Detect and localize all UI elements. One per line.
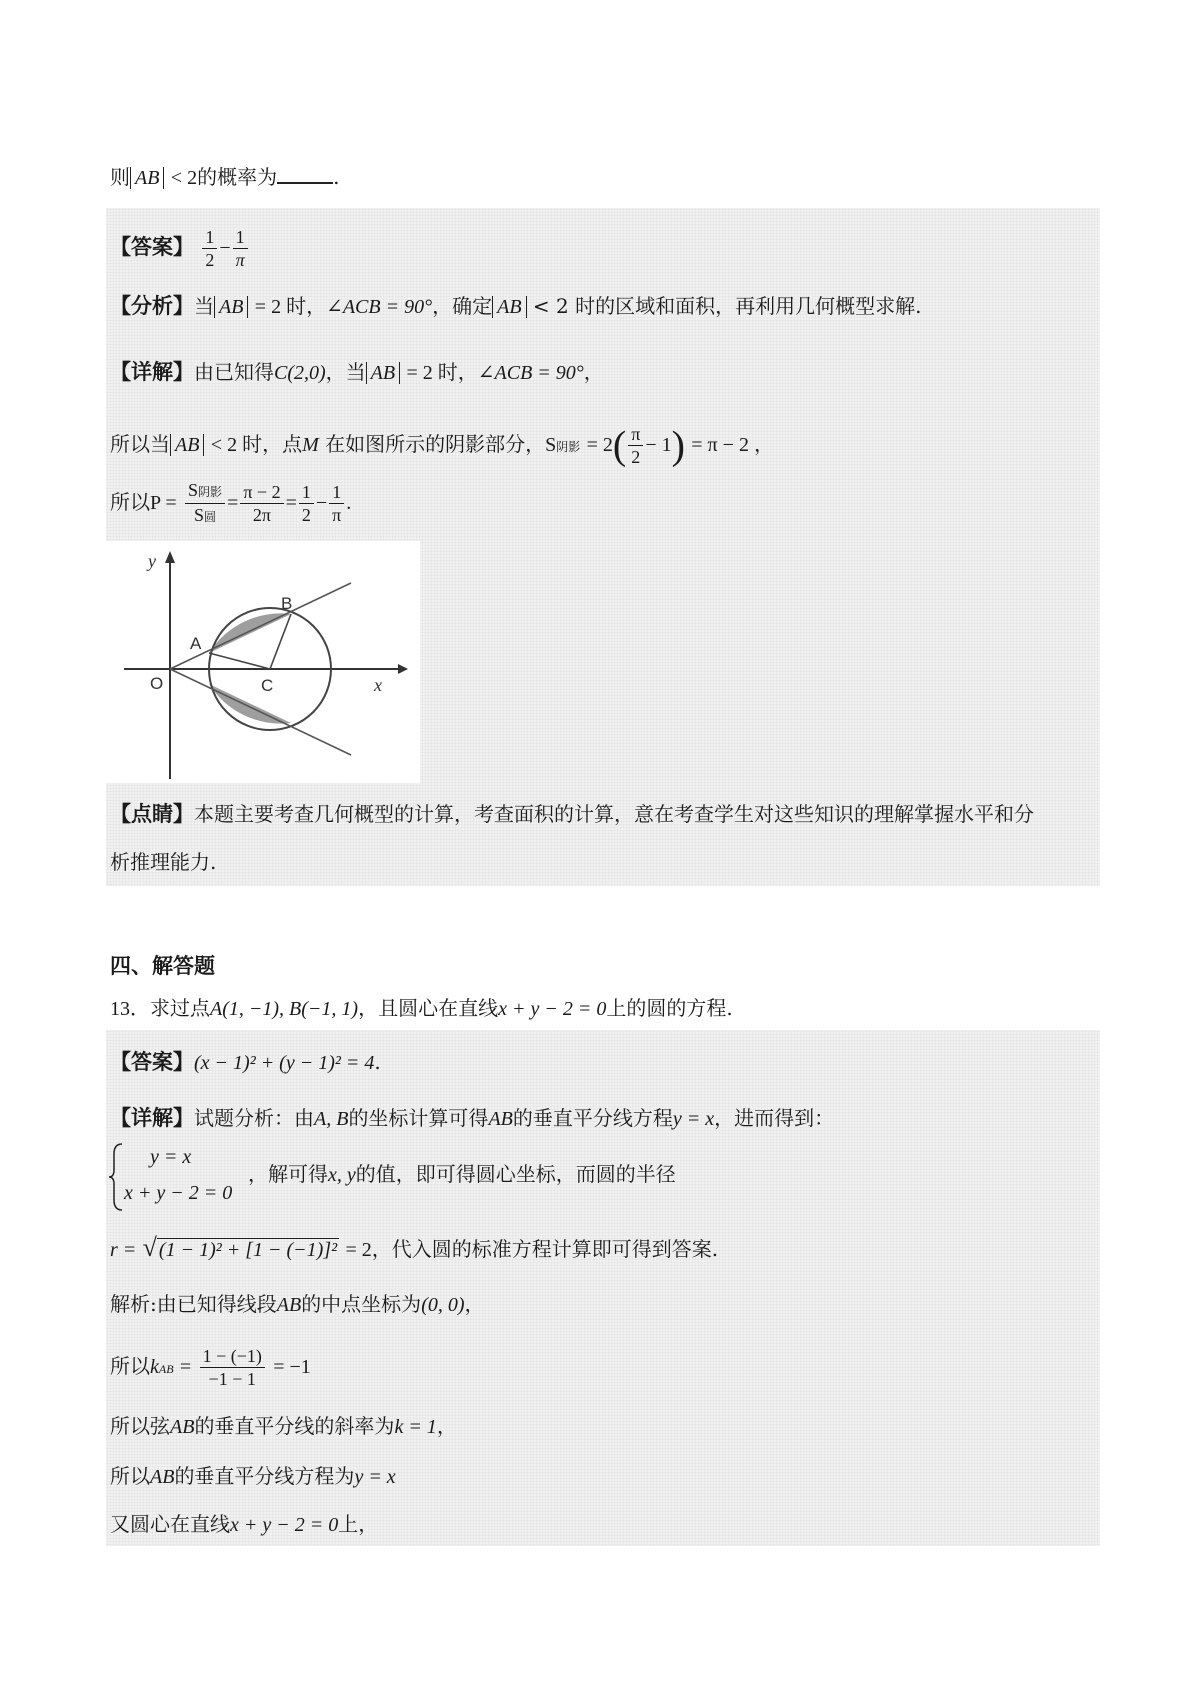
geometry-figure (106, 541, 420, 783)
q13-radius-line: r = √ (1 − 1)² + [1 − (−1)]² = 2，代入圆的标准方程计算即可得到答案. (110, 1233, 719, 1262)
q13-solution-line3: 所以弦AB的垂直平分线的斜率为k = 1， (110, 1414, 457, 1438)
q13-solution-line5: 又圆心在直线x + y − 2 = 0上， (110, 1512, 379, 1536)
q13-detail-line1: 【详解】试题分析：由A, B的坐标计算可得AB的垂直平分线方程y = x，进而得到： (110, 1105, 835, 1130)
q13-detail-line2: ，解可得x, y的值，即可得圆心坐标，而圆的半径 (248, 1162, 676, 1186)
label-y: y (148, 551, 156, 571)
answer-blank (277, 162, 333, 184)
label-b: B (281, 594, 293, 613)
section-title: 四、解答题 (110, 953, 215, 978)
system-eq-2: x + y − 2 = 0 (124, 1182, 233, 1204)
label-a: A (190, 634, 202, 653)
label-x: x (374, 675, 382, 695)
q12-analysis: 【分析】当 AB = 2 时，∠ACB = 90°，确定 AB < 2 时的区域和面积，再利用几何概型求解. (110, 293, 922, 318)
q13-question: 13．求过点A(1, −1), B(−1, 1)，且圆心在直线x + y − 2 = 0上的圆的方程. (110, 996, 733, 1020)
q12-comment-line2: 析推理能力. (110, 850, 217, 874)
q12-answer: 【答案】 $\frac{1}{2}$ − $\frac{1}{\pi}$ (110, 222, 250, 273)
q12-detail-line3: 所以P = $\frac{\text{S阴影}}{\text{S圆}}$ = $\frac{\pi - 2}{2\pi}$ = $\frac{1}{2}$ − $\frac{1}{\pi}$ . (110, 480, 352, 525)
q13-answer: 【答案】(x − 1)² + (y − 1)² = 4. (110, 1049, 381, 1074)
system-eq-1: y = x (150, 1146, 192, 1168)
label-o: O (150, 674, 164, 693)
label-c: C (261, 676, 274, 695)
q12-comment-line1: 【点睛】本题主要考查几何概型的计算，考查面积的计算，意在考查学生对这些知识的理解掌握水平和分 (110, 801, 1034, 826)
q12-detail-line2: 所以当 AB < 2 时，点M 在如图所示的阴影部分，S阴影 = 2( $\frac{\pi}{2}$ − 1) = π − 2 ， (110, 422, 774, 468)
q13-solution-line4: 所以AB的垂直平分线方程为y = x (110, 1464, 396, 1488)
q12-detail-line1: 【详解】由已知得C(2,0)，当 AB = 2 时，∠ACB = 90°， (110, 359, 604, 384)
q13-solution-line2: 所以kAB = $\frac{1 - (-1)}{-1 - 1}$ = −1 (110, 1346, 311, 1389)
q12-question-tail: 则 AB < 2的概率为 . (110, 162, 339, 192)
q13-solution-line1: 解析:由已知得线段AB的中点坐标为(0, 0)， (110, 1292, 485, 1316)
